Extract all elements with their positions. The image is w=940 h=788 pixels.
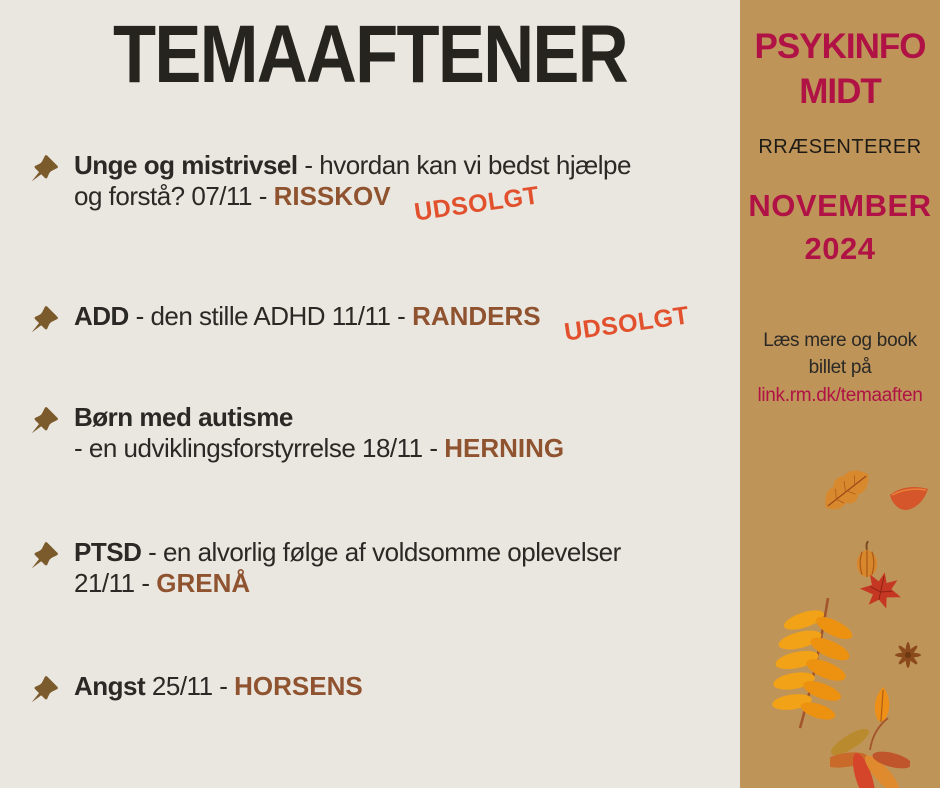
- brand-title: [740, 24, 940, 114]
- event-city: RANDERS: [412, 301, 541, 331]
- leaf-fragment-icon: [888, 483, 930, 513]
- event-text: [74, 402, 564, 464]
- event-city: HORSENS: [234, 671, 363, 701]
- event-city: HERNING: [444, 433, 565, 463]
- event-line: [74, 433, 564, 464]
- brand-line1: PSYKINFO: [754, 27, 926, 66]
- event-line: [74, 537, 621, 568]
- event-item-ptsd: [28, 537, 708, 599]
- soldout-badge: UDSOLGT: [562, 301, 691, 347]
- month-title: [740, 184, 940, 270]
- presents-label: RRÆSENTERER: [758, 136, 922, 158]
- rowan-leaf-icon: [770, 596, 856, 730]
- event-title: Angst: [74, 671, 146, 701]
- soldout-badge: UDSOLGT: [412, 181, 541, 227]
- event-text: [74, 671, 363, 702]
- creeper-leaf-icon: [830, 716, 910, 788]
- event-title: ADD: [74, 301, 129, 331]
- event-title: Unge og mistrivsel: [74, 150, 298, 180]
- event-description: - en udviklingsforstyrrelse 18/11 -: [74, 433, 445, 463]
- event-item-angst: [28, 671, 708, 706]
- event-description: og forstå? 07/11 -: [74, 181, 274, 211]
- booking-line1: Læs mere og book: [763, 330, 917, 351]
- event-description: - den stille ADHD 11/11 -: [128, 301, 413, 331]
- event-line: [74, 671, 363, 702]
- sidebar: [740, 0, 940, 788]
- event-city: GRENÅ: [156, 568, 251, 598]
- booking-info: [740, 327, 940, 409]
- event-description: - hvordan kan vi bedst hjælpe: [297, 150, 631, 180]
- page-title: TEMAAFTENER: [113, 9, 627, 100]
- event-city: RISSKOV: [273, 181, 391, 211]
- oak-leaf-icon: [815, 462, 879, 520]
- event-line: [74, 150, 631, 181]
- event-text: [74, 150, 631, 227]
- event-line: [74, 568, 621, 599]
- event-text: [74, 301, 691, 347]
- brand-line2: MIDT: [799, 72, 881, 111]
- month-line2: 2024: [804, 231, 876, 266]
- event-description: - en alvorlig følge af voldsomme oplevelser: [141, 537, 621, 567]
- event-item-born-med-autisme: [28, 402, 708, 464]
- event-text: [74, 537, 621, 599]
- pushpin-icon: [28, 151, 62, 185]
- booking-line2: billet på: [808, 357, 872, 378]
- maple-leaf-icon: [854, 566, 907, 615]
- pushpin-icon: [28, 302, 62, 336]
- event-title: Børn med autisme: [74, 402, 293, 432]
- event-line: [74, 301, 691, 347]
- event-description: 21/11 -: [74, 568, 157, 598]
- event-description: 25/11 -: [145, 671, 235, 701]
- pushpin-icon: [28, 538, 62, 572]
- star-anise-icon: [892, 639, 924, 671]
- event-line: [74, 181, 631, 227]
- event-item-unge-og-mistrivsel: [28, 150, 708, 227]
- event-item-add: [28, 301, 708, 347]
- booking-link[interactable]: link.rm.dk/temaaften: [757, 385, 923, 406]
- month-line1: NOVEMBER: [748, 188, 932, 223]
- pushpin-icon: [28, 403, 62, 437]
- event-title: PTSD: [74, 537, 142, 567]
- event-line: [74, 402, 564, 433]
- pushpin-icon: [28, 672, 62, 706]
